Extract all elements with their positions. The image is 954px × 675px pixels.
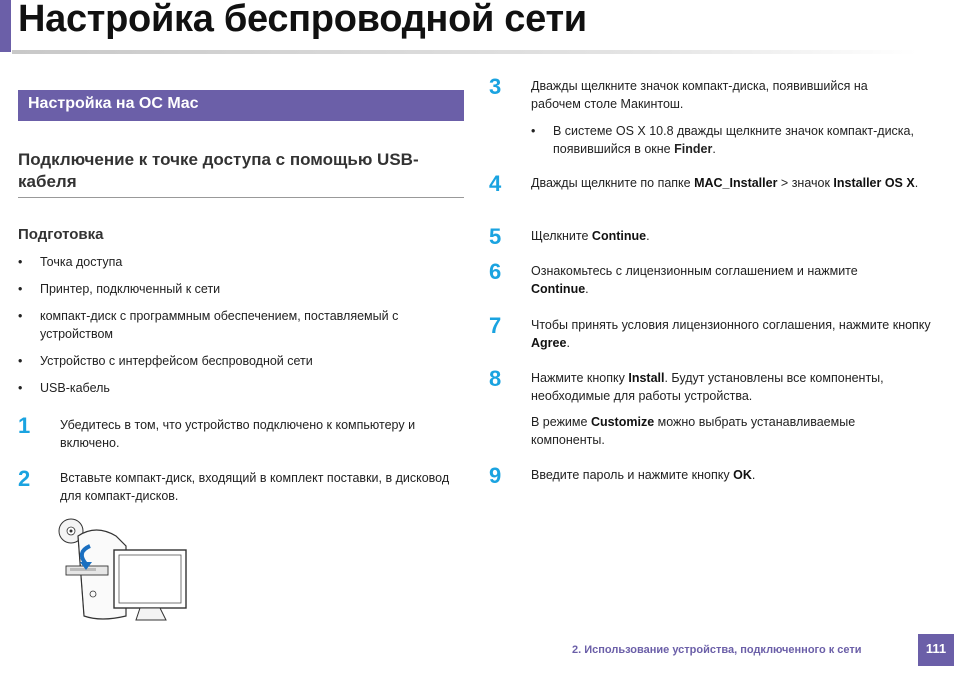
sub-bullet-text: В системе OS X 10.8 дважды щелкните значок компакт-диска, появившийся в окне	[553, 124, 914, 156]
preparation-heading: Подготовка	[18, 226, 104, 243]
list-item: • компакт-диск с программным обеспечением, поставляемый с устройством	[18, 307, 458, 343]
ok-label: OK	[733, 468, 752, 482]
mac-installer-label: MAC_Installer	[694, 176, 778, 190]
step-number: 9	[489, 463, 502, 488]
list-item: • Принтер, подключенный к сети	[18, 280, 458, 298]
customize-label: Customize	[590, 415, 655, 429]
step-text: Дважды щелкните по папке MAC_Installer > значок Installer OS X.	[531, 176, 919, 190]
step-number: 1	[18, 413, 31, 438]
subsection-title: Подключение к точке доступа с помощью USB-кабеля	[18, 150, 419, 191]
step-text: Убедитесь в том, что устройство подключено к компьютеру и включено.	[60, 418, 416, 450]
step-number: 7	[489, 313, 502, 338]
continue-label: Continue	[531, 282, 586, 296]
step-text: Нажмите кнопку Install. Будут установлены все компоненты, необходимые для работы устройства.	[531, 371, 884, 403]
page-number-badge	[918, 634, 954, 666]
header-accent-bar	[0, 0, 11, 52]
continue-label: Continue	[591, 229, 647, 243]
page-number: 111	[925, 641, 947, 656]
step-text: Ознакомьтесь с лицензионным соглашением и нажмите Continue.	[531, 264, 858, 296]
section-banner-label: Настройка на ОС Mac	[28, 95, 199, 112]
step-text: Вставьте компакт-диск, входящий в комплект поставки, в дисковод для компакт-дисков.	[60, 471, 450, 503]
page-title: Настройка беспроводной сети	[18, 0, 587, 40]
title-divider	[12, 50, 917, 54]
step-number: 4	[489, 171, 502, 196]
list-item: • USB-кабель	[18, 379, 458, 397]
subsection-divider	[18, 197, 464, 198]
section-banner	[18, 90, 464, 121]
step-8-note: В режиме Customize можно выбрать устанавливаемые компоненты.	[531, 415, 856, 447]
computer-cd-illustration	[56, 516, 190, 622]
step-text: Чтобы принять условия лицензионного соглашения, нажмите кнопку Agree.	[531, 318, 931, 350]
step-number: 3	[489, 74, 502, 99]
finder-label: Finder	[674, 142, 713, 156]
preparation-list	[18, 253, 458, 406]
list-item: • Точка доступа	[18, 253, 458, 271]
step-text: Дважды щелкните значок компакт-диска, появившийся на рабочем столе Макинтош.	[531, 79, 868, 111]
footer-chapter: 2. Использование устройства, подключенного к сети	[572, 644, 862, 656]
step-text: Введите пароль и нажмите кнопку OK.	[531, 468, 756, 482]
install-label: Install	[628, 371, 665, 385]
step-number: 8	[489, 366, 502, 391]
step-number: 6	[489, 259, 502, 284]
step-number: 2	[18, 466, 31, 491]
step-number: 5	[489, 224, 502, 249]
step-text: Щелкните Continue.	[531, 229, 650, 243]
list-item: • Устройство с интерфейсом беспроводной сети	[18, 352, 458, 370]
installer-osx-label: Installer OS X	[833, 176, 915, 190]
agree-label: Agree	[531, 336, 567, 350]
